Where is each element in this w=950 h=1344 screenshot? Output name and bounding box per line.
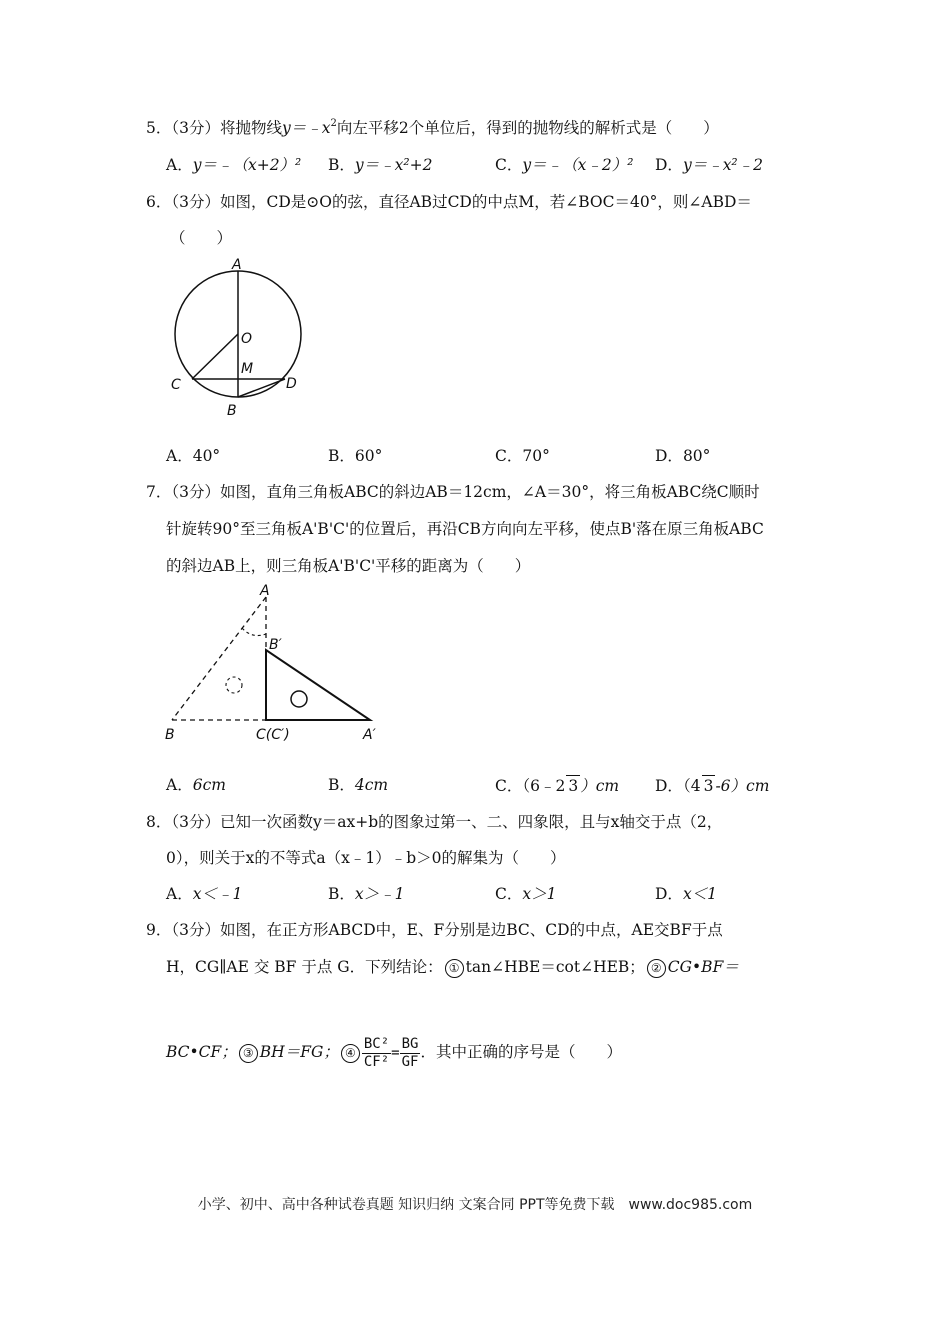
q5-option-d[interactable] [655, 155, 763, 175]
q7-option-d-label: D． [655, 777, 683, 795]
sqrt-radicand: 3 [703, 777, 714, 795]
q7-option-d[interactable] [655, 775, 769, 796]
q6-option-d-text: 80° [682, 447, 711, 465]
q8-score: （3分） [171, 813, 220, 831]
q7-option-c-post: ）cm [580, 777, 620, 795]
conclusion-2-text: CG•BF＝ [667, 958, 739, 976]
q7-option-a-text: 6cm [192, 776, 226, 794]
q8-option-c[interactable] [495, 884, 556, 904]
q5-option-b-text: y＝﹣x²+2 [354, 156, 433, 174]
q7-stem-line2: 针旋转90°至三角板A'B'C'的位置后，再沿CB方向向左平移，使点B'落在原三角板ABC [166, 520, 764, 538]
q8-option-d-text: x＜1 [682, 885, 718, 903]
q9-tail: ．其中正确的序号是（ ） [420, 1043, 622, 1061]
q6-option-a-text: 40° [192, 447, 221, 465]
label-b-prime: B′ [269, 637, 282, 653]
q9-stem-line1 [146, 920, 723, 940]
q6-stem-line2: （ ） [170, 229, 233, 247]
conclusion-3-text: BH＝FG； [259, 1043, 339, 1061]
q7-number: 7． [146, 483, 172, 501]
q6-line1: 如图，CD是⊙O的弦，直径AB过CD的中点M，若∠BOC＝40°，则∠ABD＝ [220, 193, 752, 211]
q7-option-d-post: -6）cm [715, 777, 770, 795]
q8-stem-line1 [146, 812, 722, 832]
q8-option-a[interactable] [166, 884, 242, 904]
angle-a-arc [242, 628, 266, 636]
q5-option-d-text: y＝﹣x²﹣2 [682, 156, 764, 174]
sqrt-radicand: 3 [568, 777, 579, 795]
q6-option-a[interactable] [166, 446, 220, 466]
fraction-numerator: BC² [363, 1035, 390, 1052]
conclusion-3-marker: ③ [239, 1044, 258, 1063]
q7-stem-line3: 的斜边AB上，则三角板A'B'C'平移的距离为（ ） [166, 557, 531, 575]
q7-option-c-label: C． [495, 777, 523, 795]
q5-score: （3分） [171, 119, 220, 137]
segment-bd [238, 379, 285, 397]
q5-option-c[interactable] [495, 155, 633, 175]
q7-option-b-text: 4cm [354, 776, 389, 794]
q7-option-b-label: B． [328, 776, 355, 794]
q6-score: （3分） [171, 193, 220, 211]
q8-option-c-text: x＞1 [522, 885, 557, 903]
triangle-abc-side-ab [172, 597, 266, 720]
q8-line1: 已知一次函数y＝ax+b的图象过第一、二、四象限，且与x轴交于点（2， [220, 813, 723, 831]
fraction-denominator: GF [401, 1053, 419, 1070]
q7-score: （3分） [171, 483, 220, 501]
q9-line1: 如图，在正方形ABCD中，E、F分别是边BC、CD的中点，AE交BF于点 [220, 921, 723, 939]
q7-option-a[interactable] [166, 775, 226, 795]
q5-function: y＝﹣x [282, 119, 331, 137]
conclusion-2-text-end: BC•CF； [166, 1043, 237, 1061]
q6-option-c-text: 70° [522, 447, 550, 465]
q8-option-c-label: C． [495, 885, 523, 903]
fraction-bc2-over-cf2 [362, 1036, 391, 1071]
q7-option-b[interactable] [328, 775, 388, 795]
label-b: B [165, 727, 175, 743]
q9-number: 9． [146, 921, 172, 939]
q7-option-d-pre: （4 [682, 777, 701, 795]
q7-stem-line1 [146, 482, 760, 502]
q7-triangle-figure [160, 583, 390, 748]
triangle-a1b1c1 [266, 650, 370, 720]
q5-stem: 5．（3分）将抛物线$y=﹣x^2$向左平移2个单位后，得到的抛物线的解析式是（ ） [146, 118, 719, 137]
conclusion-1-marker: ① [445, 959, 464, 978]
q6-circle-figure [165, 255, 315, 420]
q5-option-d-label: D． [655, 156, 683, 174]
label-a-prime: A′ [363, 727, 376, 743]
q5-stem-b: 向左平移2个单位后，得到的抛物线的解析式是（ ） [336, 119, 719, 137]
q8-option-d[interactable] [655, 884, 717, 904]
hole-original [226, 677, 242, 693]
label-b: B [227, 403, 237, 419]
q9-line2: H，CG∥AE 交 BF 于点 G．下列结论： [166, 958, 443, 976]
equals-sign: = [391, 1045, 400, 1061]
q5-option-a-label: A． [166, 156, 193, 174]
label-o: O [241, 331, 253, 347]
q5-stem-a: 将抛物线 [220, 119, 283, 137]
label-m: M [241, 361, 254, 377]
q6-option-d[interactable] [655, 446, 710, 466]
q7-option-a-label: A． [166, 776, 193, 794]
hole-rotated [291, 691, 307, 707]
q8-option-a-label: A． [166, 885, 193, 903]
q6-option-c[interactable] [495, 446, 550, 466]
q7-line1: 如图，直角三角板ABC的斜边AB＝12cm，∠A＝30°，将三角板ABC绕C顺时 [220, 483, 760, 501]
conclusion-2-marker: ② [647, 959, 666, 978]
q5-number: 5． [146, 119, 172, 137]
q6-stem-line1 [146, 192, 752, 212]
label-a: A [260, 583, 270, 599]
fraction-bg-over-gf [400, 1036, 421, 1071]
fraction-denominator: CF² [363, 1053, 390, 1070]
label-d: D [286, 376, 297, 392]
q5-option-a-text: y＝﹣（x+2）² [192, 156, 302, 174]
label-c-cprime: C(C′) [256, 727, 290, 743]
conclusion-1-text: tan∠HBE＝cot∠HEB； [465, 958, 645, 976]
q9-score: （3分） [171, 921, 220, 939]
q9-stem-line3 [166, 1032, 622, 1072]
label-c: C [171, 377, 181, 393]
radius-oc [192, 334, 238, 379]
q8-option-b-text: x＞﹣1 [354, 885, 405, 903]
q8-number: 8． [146, 813, 172, 831]
q6-number: 6． [146, 193, 172, 211]
q5-option-b[interactable] [328, 155, 432, 175]
q6-option-b-text: 60° [354, 447, 383, 465]
fraction-numerator: BG [401, 1035, 419, 1052]
q6-option-a-label: A． [166, 447, 193, 465]
q6-option-c-label: C． [495, 447, 523, 465]
q6-option-b-label: B． [328, 447, 355, 465]
q5-option-c-text: y＝﹣（x﹣2）² [522, 156, 634, 174]
q8-option-b-label: B． [328, 885, 355, 903]
q5-option-b-label: B． [328, 156, 355, 174]
q8-option-d-label: D． [655, 885, 683, 903]
q5-option-c-label: C． [495, 156, 523, 174]
conclusion-4-marker: ④ [341, 1044, 360, 1063]
q8-option-b[interactable] [328, 884, 405, 904]
footer-text: 小学、初中、高中各种试卷真题 知识归纳 文案合同 PPT等免费下载 www.doc985.com [197, 1197, 753, 1213]
q8-option-a-text: x＜﹣1 [192, 885, 243, 903]
q5-option-a[interactable] [166, 155, 301, 175]
q7-option-c[interactable] [495, 775, 619, 796]
q6-option-d-label: D． [655, 447, 683, 465]
label-a: A [232, 257, 242, 273]
q6-option-b[interactable] [328, 446, 382, 466]
q8-stem-line2: 0），则关于x的不等式a（x﹣1）﹣b＞0的解集为（ ） [166, 849, 566, 867]
q7-option-c-pre: （6﹣2 [522, 777, 566, 795]
q9-stem-line2 [166, 957, 739, 978]
